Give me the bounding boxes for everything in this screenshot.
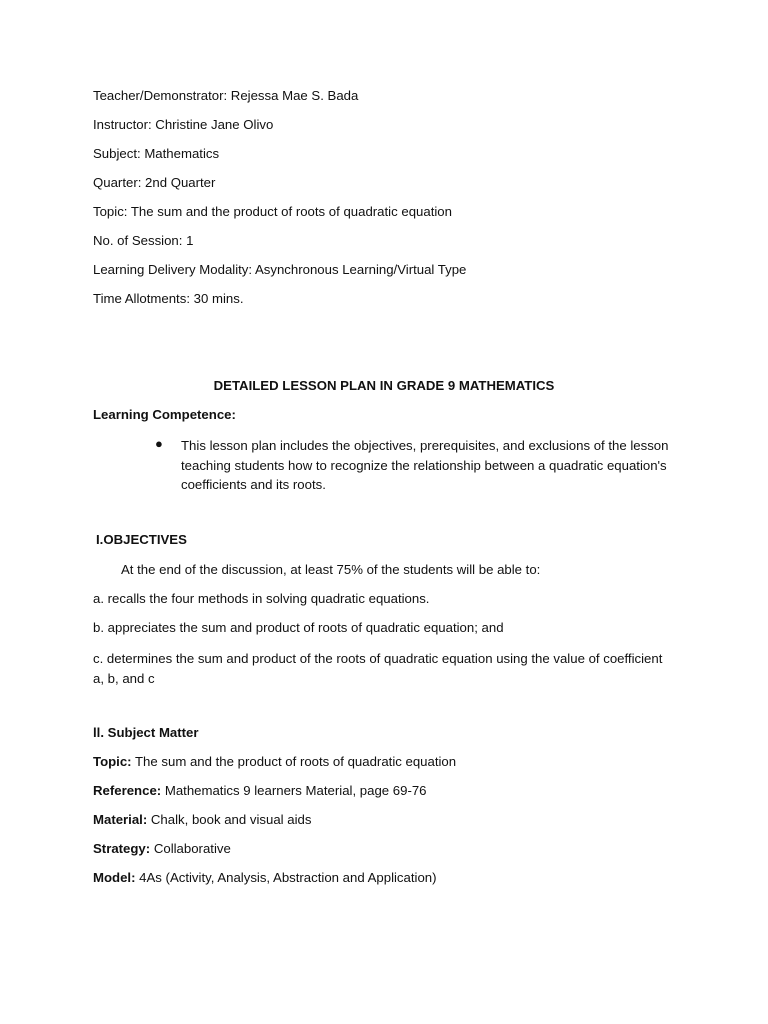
item-value: Collaborative <box>150 841 231 856</box>
subject-matter-heading: ll. Subject Matter <box>93 725 199 740</box>
item-label: Reference: <box>93 783 162 798</box>
instructor-line: Instructor: Christine Jane Olivo <box>93 117 274 132</box>
subject-matter-item <box>93 754 456 769</box>
modality-line: Learning Delivery Modality: Asynchronous Learning/Virtual Type <box>93 262 467 277</box>
item-label: Topic: <box>93 754 132 769</box>
bullet-icon: ● <box>155 436 163 451</box>
teacher-line: Teacher/Demonstrator: Rejessa Mae S. Bada <box>93 88 359 103</box>
item-value: Mathematics 9 learners Material, page 69-76 <box>161 783 427 798</box>
item-value: Chalk, book and visual aids <box>147 812 312 827</box>
item-value: The sum and the product of roots of quadratic equation <box>131 754 457 769</box>
item-label: Strategy: <box>93 841 151 856</box>
quarter-line: Quarter: 2nd Quarter <box>93 175 216 190</box>
item-label: Model: <box>93 870 136 885</box>
sessions-line: No. of Session: 1 <box>93 233 194 248</box>
subject-matter-item <box>93 841 231 856</box>
objectives-heading: I.OBJECTIVES <box>96 532 187 547</box>
subject-matter-item <box>93 812 311 827</box>
topic-line: Topic: The sum and the product of roots of quadratic equation <box>93 204 452 219</box>
item-value: 4As (Activity, Analysis, Abstraction and Application) <box>135 870 437 885</box>
competence-heading: Learning Competence: <box>93 407 236 422</box>
subject-matter-item <box>93 783 427 798</box>
objective-a: a. recalls the four methods in solving quadratic equations. <box>93 591 430 606</box>
competence-bullet-text: This lesson plan includes the objectives, prerequisites, and exclusions of the lesson teaching students how to recognize the relationship between a quadratic equation's coefficients and its roots. <box>181 438 669 492</box>
objective-b: b. appreciates the sum and product of roots of quadratic equation; and <box>93 620 504 635</box>
subject-line: Subject: Mathematics <box>93 146 220 161</box>
subject-matter-item <box>93 870 437 885</box>
document-title: DETAILED LESSON PLAN IN GRADE 9 MATHEMATICS <box>213 378 555 393</box>
time-line: Time Allotments: 30 mins. <box>93 291 244 306</box>
item-label: Material: <box>93 812 148 827</box>
objectives-intro: At the end of the discussion, at least 75% of the students will be able to: <box>121 562 541 577</box>
objective-c: c. determines the sum and product of the roots of quadratic equation using the value of coefficient a, b, and c <box>93 651 663 686</box>
